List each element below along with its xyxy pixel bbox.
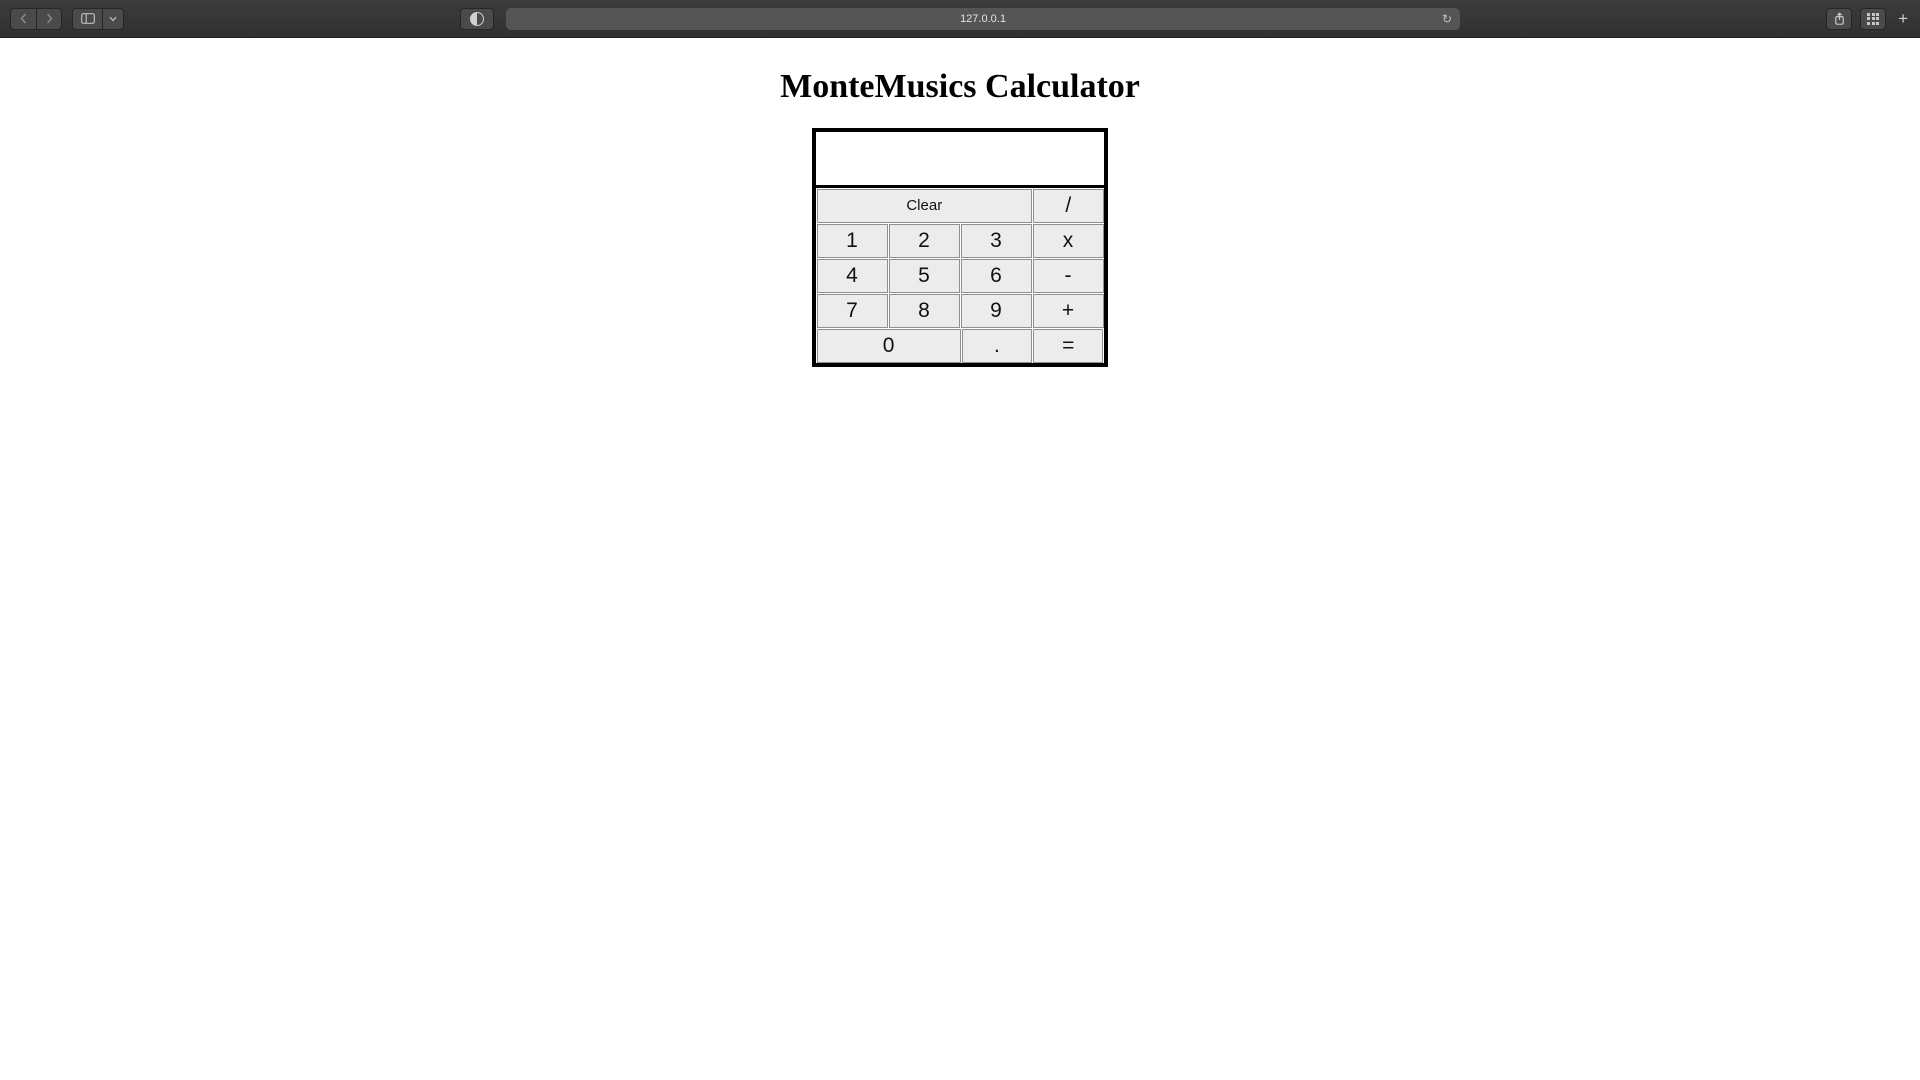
reader-view-button[interactable] xyxy=(460,8,494,30)
toolbar-right-controls xyxy=(1826,8,1910,30)
show-all-tabs-icon xyxy=(1867,13,1879,25)
clear-button[interactable]: Clear xyxy=(817,189,1033,223)
keypad-row xyxy=(816,328,1104,363)
digit-8-button[interactable]: 8 xyxy=(889,294,960,328)
add-button[interactable]: + xyxy=(1033,294,1104,328)
digit-9-button[interactable]: 9 xyxy=(961,294,1032,328)
browser-toolbar xyxy=(0,0,1920,38)
url-bar[interactable] xyxy=(506,8,1460,30)
keypad-row xyxy=(816,258,1104,293)
calculator-display xyxy=(816,132,1104,188)
new-tab-button[interactable]: + xyxy=(1898,8,1908,28)
digit-0-button[interactable]: 0 xyxy=(817,329,961,363)
chevron-down-icon xyxy=(109,16,117,22)
calculator-keypad xyxy=(816,188,1104,363)
divide-button[interactable]: / xyxy=(1033,189,1103,223)
keypad-row xyxy=(816,293,1104,328)
address-bar-area xyxy=(460,8,1460,30)
page-content xyxy=(0,38,1920,367)
share-icon xyxy=(1834,12,1845,25)
digit-2-button[interactable]: 2 xyxy=(889,224,960,258)
sidebar-toggle-button[interactable] xyxy=(72,8,102,30)
forward-button[interactable] xyxy=(36,8,62,30)
reader-view-icon xyxy=(470,12,484,26)
keypad-row xyxy=(816,188,1104,223)
equals-button[interactable]: = xyxy=(1033,329,1103,363)
page-title: MonteMusics Calculator xyxy=(780,68,1140,105)
chevron-right-icon xyxy=(46,13,53,24)
subtract-button[interactable]: - xyxy=(1033,259,1104,293)
keypad-row xyxy=(816,223,1104,258)
share-button[interactable] xyxy=(1826,8,1852,30)
digit-4-button[interactable]: 4 xyxy=(817,259,888,293)
digit-1-button[interactable]: 1 xyxy=(817,224,888,258)
digit-3-button[interactable]: 3 xyxy=(961,224,1032,258)
decimal-button[interactable]: . xyxy=(962,329,1032,363)
url-text: 127.0.0.1 xyxy=(960,12,1006,25)
show-all-tabs-button[interactable] xyxy=(1860,8,1886,30)
sidebar-controls xyxy=(72,8,124,30)
sidebar-toggle-icon xyxy=(81,13,95,24)
chevron-left-icon xyxy=(20,13,27,24)
calculator-display-input[interactable] xyxy=(816,132,1104,185)
digit-7-button[interactable]: 7 xyxy=(817,294,888,328)
calculator-widget xyxy=(812,128,1108,367)
reload-icon[interactable]: ↻ xyxy=(1441,11,1452,26)
digit-6-button[interactable]: 6 xyxy=(961,259,1032,293)
digit-5-button[interactable]: 5 xyxy=(889,259,960,293)
multiply-button[interactable]: x xyxy=(1033,224,1104,258)
back-button[interactable] xyxy=(10,8,36,30)
navigation-buttons xyxy=(10,8,62,30)
sidebar-dropdown-button[interactable] xyxy=(102,8,124,30)
